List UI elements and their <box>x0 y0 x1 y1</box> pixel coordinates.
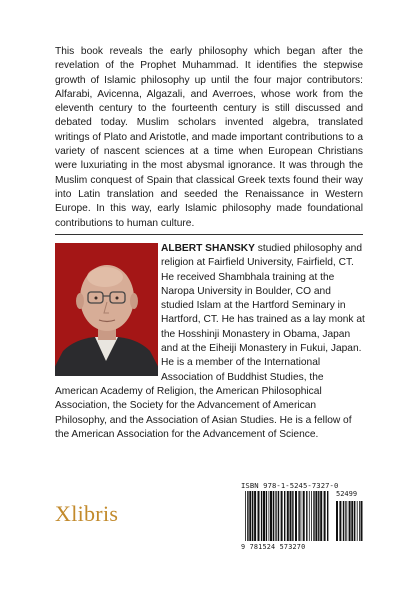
section-divider <box>55 234 363 235</box>
back-cover-blurb: This book reveals the early philosophy which began after the revelation of the Prophet Muhammad. It identifies the stepwise growth of Islamic philosophy up until the four major contributors: Alfarabi, Avicenna, Algazali, and Averroes, whose work from the eleventh century to the fourteenth century is still discussed and debated today. Muslim scholars invented algebra, translated writings of Plato and Aristotle, and made important contributions to a variety of nascent sciences at a time when European Christians were luxuriating in the most abysmal ignorance. It was through the Muslim conquest of Spain that classical Greek texts found their way into Latin translation and seeded the Renaissance in Western Europe. In this way, early Islamic philosophy made foundational contributions to human culture. <box>55 46 363 229</box>
author-name: ALBERT SHANSKY <box>161 243 255 254</box>
publisher-logo: Xlibris <box>55 501 119 526</box>
barcode-addon: 52499 <box>336 490 358 498</box>
isbn-barcode <box>241 481 363 553</box>
author-bio <box>55 242 365 442</box>
author-bio-text: studied philosophy and religion at Fairfield University, Fairfield, CT. He received Shambhala training at the Naropa University in Boulder, CO and studied Islam at the Hartford Seminary in Hartford, CT. He has trained as a lay monk at the Hosshinji Monastery in Obama, Japan and at the Eiheiji Monastery in Fukui, Japan. He is a member of the International Association of Buddhist Studies, the American Academy of Religion, the American Philosophical Association, the Society for the Advancement of American Philosophy, and the Association of Asian Studies. He is a fellow of the American Association for the Advancement of Science. <box>55 243 365 440</box>
barcode-digits: 9 781524 573270 <box>241 543 306 551</box>
barcode-bars <box>241 491 363 543</box>
photo-spacer <box>55 242 161 376</box>
isbn-label: ISBN 978-1-5245-7327-0 <box>241 481 339 490</box>
